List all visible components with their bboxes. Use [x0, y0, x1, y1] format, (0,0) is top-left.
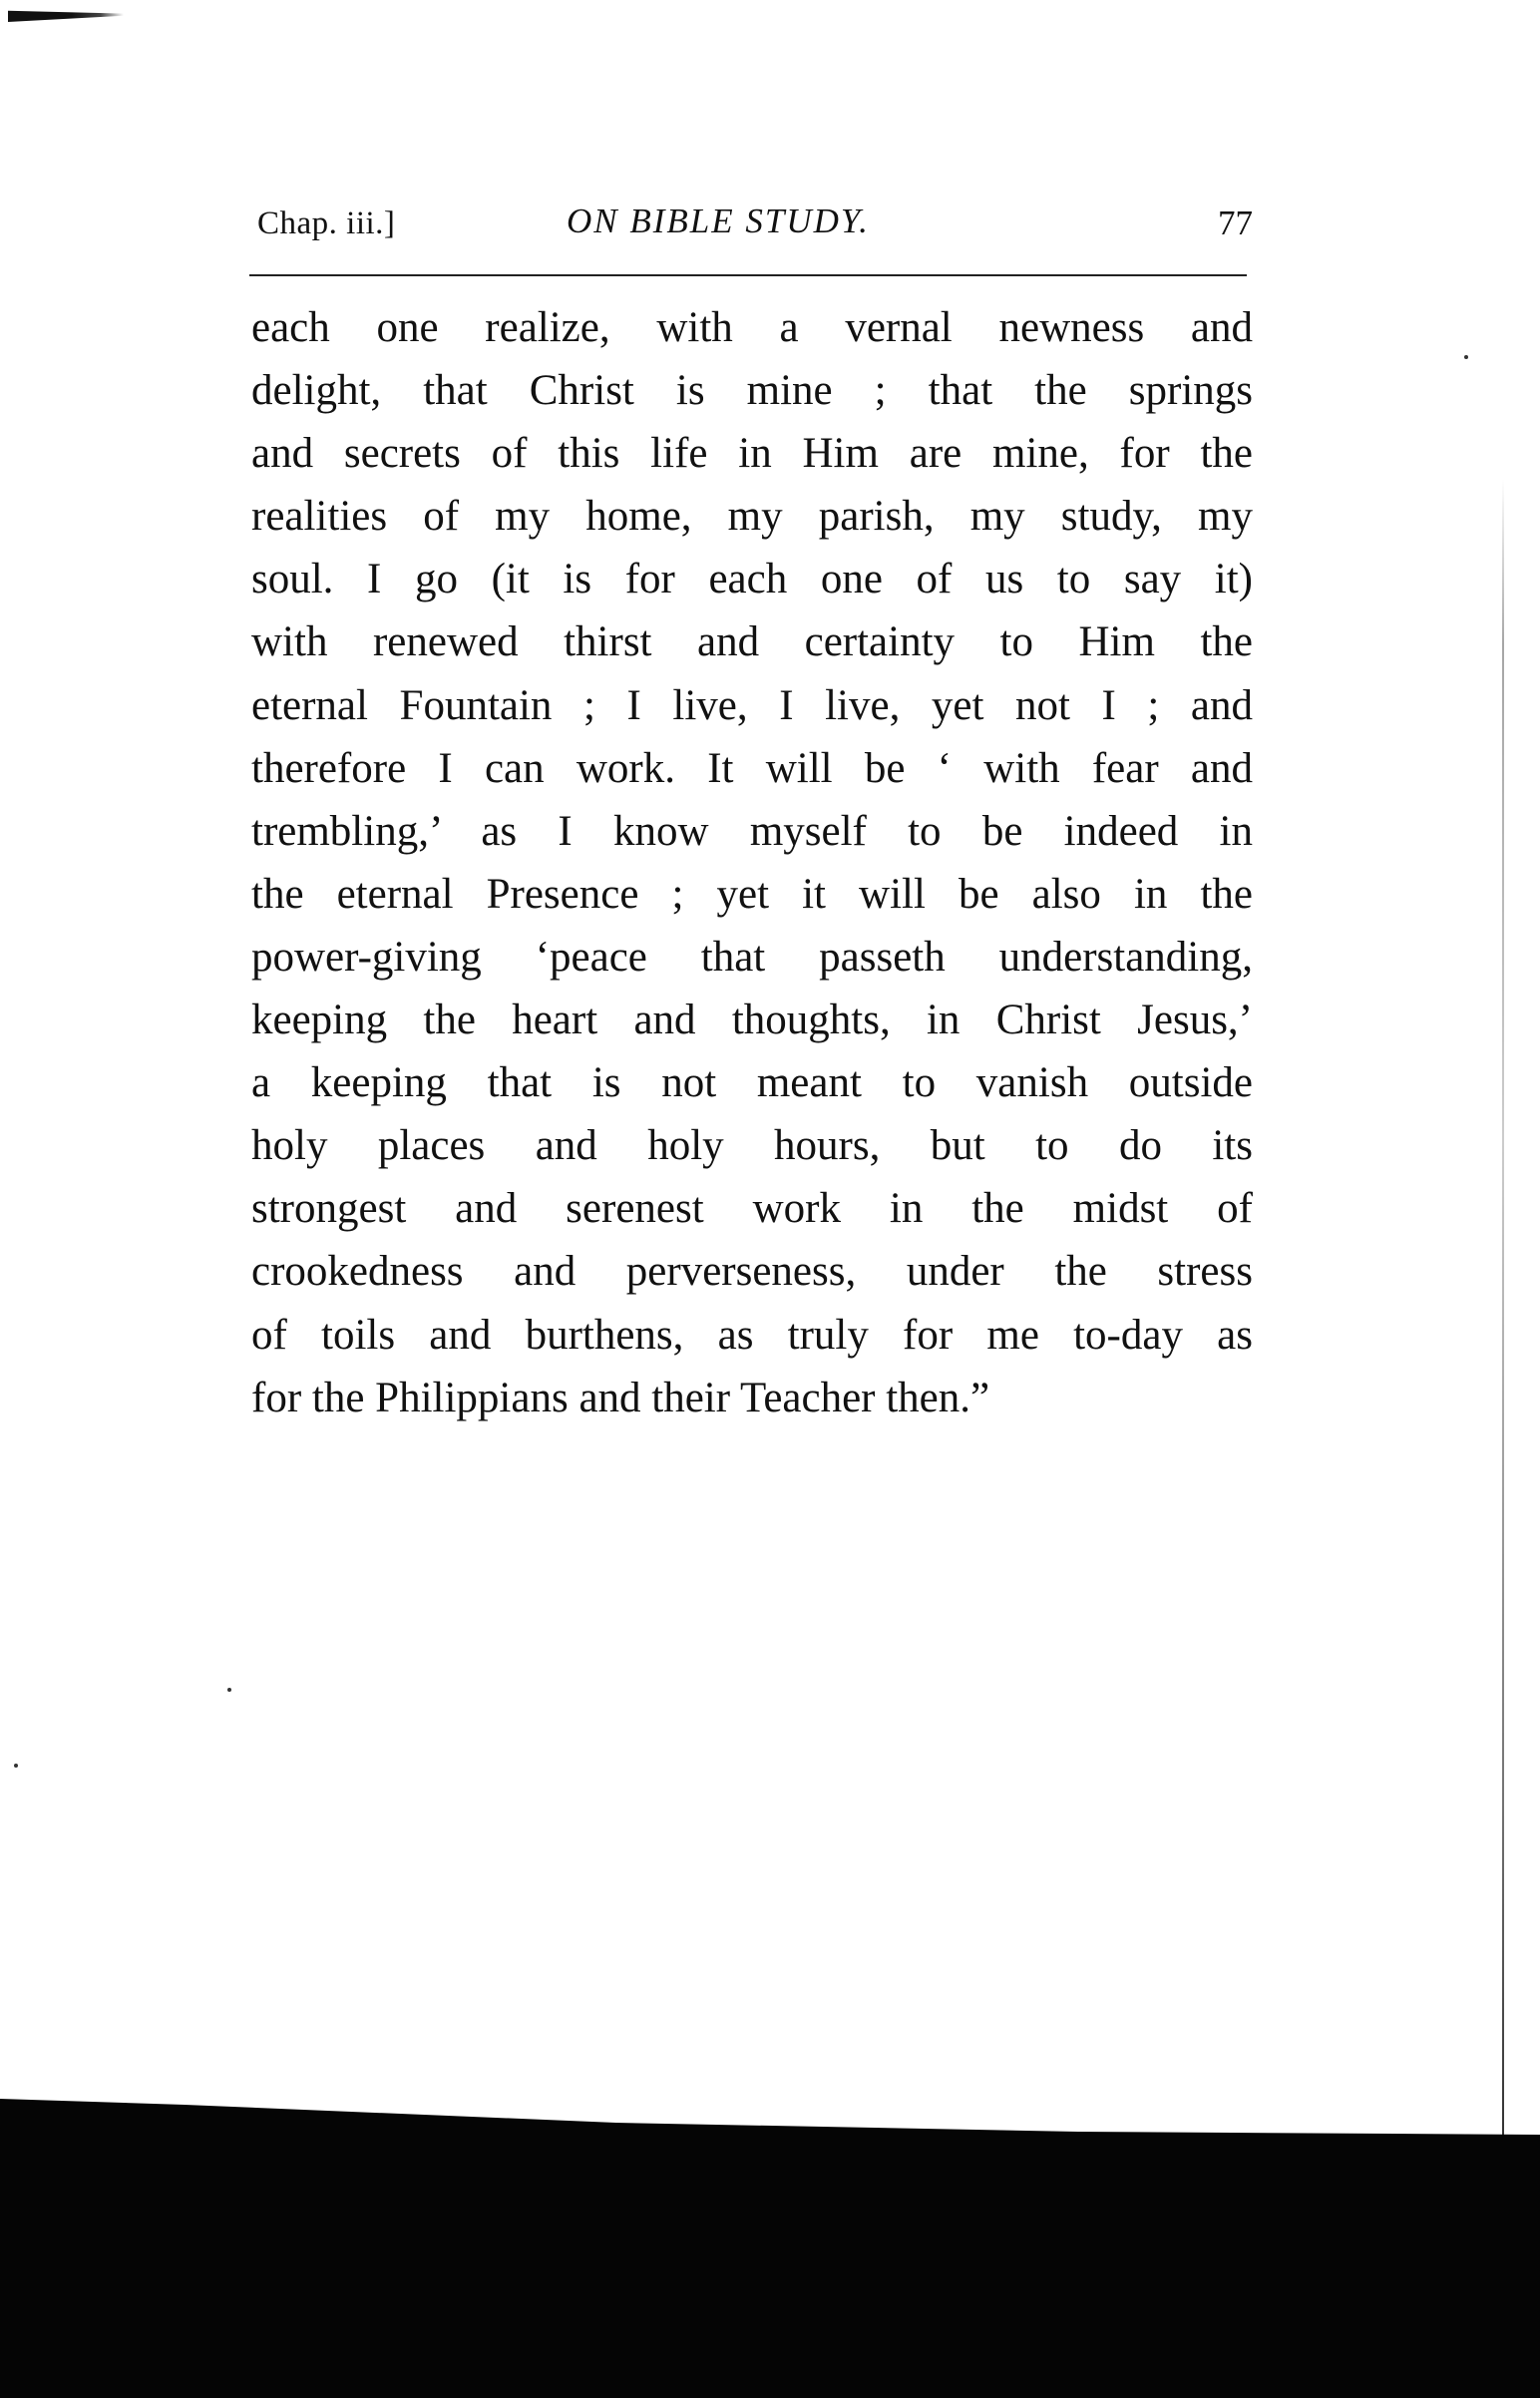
text-line: strongest and serenest work in the midst of [251, 1185, 1253, 1233]
scan-speck [227, 1688, 231, 1692]
page-number: 77 [1218, 203, 1253, 242]
text-line: with renewed thirst and certainty to Him the [251, 618, 1253, 666]
text-line: for the Philippians and their Teacher then.” [251, 1374, 990, 1421]
scan-speck [1464, 355, 1468, 359]
text-line: crookedness and perverseness, under the stress [251, 1248, 1253, 1296]
text-line: eternal Fountain ; I live, I live, yet not I ; and [251, 681, 1253, 729]
scan-corner-mark [8, 8, 124, 22]
text-line: of toils and burthens, as truly for me to-day as [251, 1311, 1253, 1359]
chapter-label: Chap. iii.] [257, 205, 396, 241]
body-text [251, 296, 1253, 1429]
running-title: ON BIBLE STUDY. [567, 201, 870, 240]
scan-bottom-shadow [0, 2099, 1540, 2398]
text-line: keeping the heart and thoughts, in Christ Jesus,’ [251, 997, 1253, 1044]
text-line: trembling,’ as I know myself to be indeed in [251, 807, 1253, 855]
text-line: holy places and holy hours, but to do its [251, 1122, 1253, 1170]
header-rule [249, 274, 1247, 276]
scan-edge-shadow [1502, 479, 1504, 2135]
text-line: delight, that Christ is mine ; that the springs [251, 367, 1253, 415]
running-header [249, 196, 1253, 255]
text-line: each one realize, with a vernal newness and [251, 304, 1253, 351]
scan-speck [14, 1764, 18, 1768]
text-line: a keeping that is not meant to vanish outside [251, 1059, 1253, 1107]
text-line: power-giving ‘peace that passeth understanding, [251, 933, 1253, 981]
text-line: and secrets of this life in Him are mine, for the [251, 430, 1253, 478]
text-line: therefore I can work. It will be ‘ with fear and [251, 744, 1253, 792]
text-line: soul. I go (it is for each one of us to say it) [251, 556, 1253, 603]
text-line: realities of my home, my parish, my study, my [251, 493, 1253, 541]
text-line: the eternal Presence ; yet it will be also in the [251, 870, 1253, 918]
